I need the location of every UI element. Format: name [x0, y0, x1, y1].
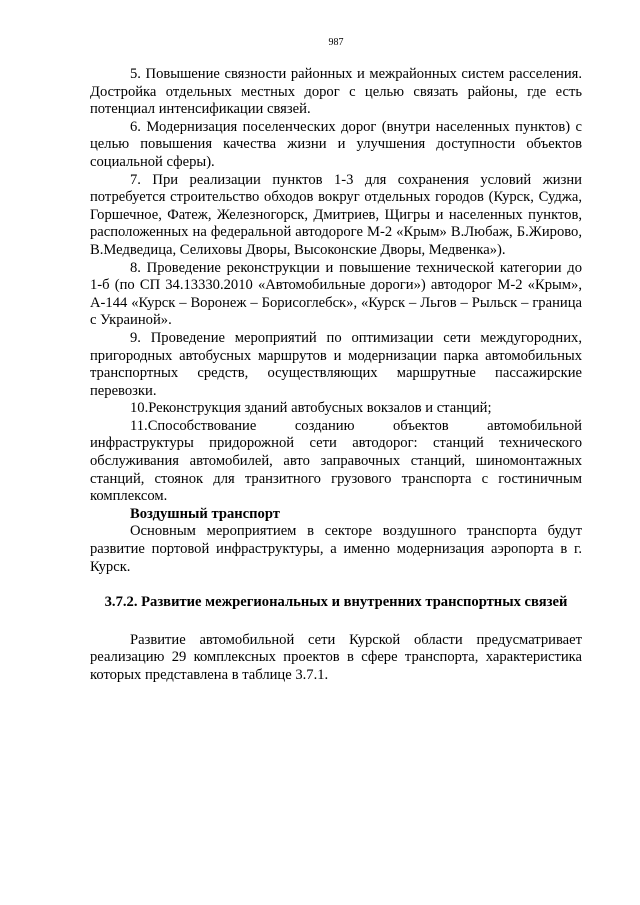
- paragraph-item-11: 11.Способствование созданию объектов автомобильной инфраструктуры придорожной сети автодорог: станций технического обслуживания автомобилей, авто заправочных станций, шиномонтажных станций, стоянок для транзитного грузового транспорта с гостиничным комплексом.: [90, 417, 582, 505]
- paragraph-item-5: 5. Повышение связности районных и межрайонных систем расселения. Достройка отдельных местных дорог с целью связать районы, где есть потенциал интенсификации связей.: [90, 66, 582, 118]
- page-number: 987: [328, 37, 344, 48]
- section-paragraph: Развитие автомобильной сети Курской области предусматривает реализацию 29 комплексных проектов в сфере транспорта, характеристика которых представлена в таблице 3.7.1.: [90, 631, 582, 683]
- document-body: [90, 66, 582, 685]
- air-transport-heading: Воздушный транспорт: [130, 505, 280, 522]
- paragraph-item-7: 7. При реализации пунктов 1-3 для сохранения условий жизни потребуется строительство обходов вокруг отдельных городов (Курск, Суджа, Горшечное, Фатеж, Железногорск, Дмитриев, Щигры и населенных пунктов, расположенных на федеральной автодороге М-2 «Крым» В.Любаж, Б.Жирово, В.Медведица, Селиховы Дворы, Высоконские Дворы, Медвенка»).: [90, 171, 582, 258]
- paragraph-item-9: 9. Проведение мероприятий по оптимизации сети междугородних, пригородных автобусных маршрутов и модернизации парка автомобильных транспортных средств, осуществляющих маршрутные пассажирские перевозки.: [90, 329, 582, 399]
- paragraph-item-8: 8. Проведение реконструкции и повышение технической категории до 1-б (по СП 34.13330.2010 «Автомобильные дороги») автодорог М-2 «Крым», А-144 «Курск – Воронеж – Борисоглебск», «Курск – Льгов – Рыльск – граница с Украиной».: [90, 259, 582, 329]
- paragraph-item-10: 10.Реконструкция зданий автобусных вокзалов и станций;: [130, 400, 492, 417]
- paragraph-item-6: 6. Модернизация поселенческих дорог (внутри населенных пунктов) с целью повышения качества жизни и улучшения доступности объектов социальной сферы).: [90, 118, 582, 170]
- air-transport-paragraph: Основным мероприятием в секторе воздушного транспорта будут развитие портовой инфраструктуры, а именно модернизация аэропорта в г. Курск.: [90, 523, 582, 575]
- section-heading: 3.7.2. Развитие межрегиональных и внутренних транспортных связей: [104, 594, 568, 611]
